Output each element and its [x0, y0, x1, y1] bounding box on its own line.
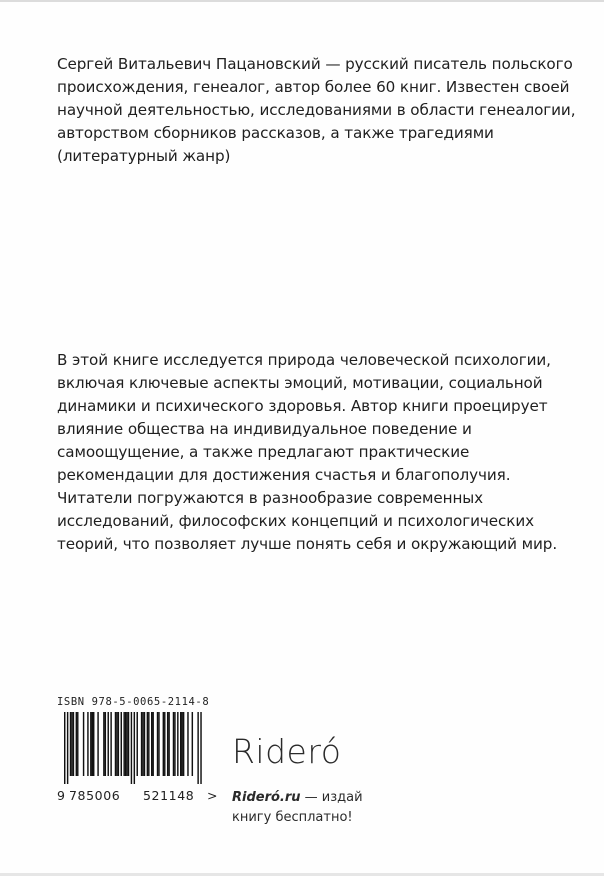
barcode-bar — [181, 712, 182, 776]
barcode-bar — [97, 712, 98, 776]
publisher-block — [232, 733, 363, 828]
barcode-bar — [168, 712, 169, 776]
barcode-bar — [90, 712, 91, 776]
barcode-arrow: > — [207, 788, 218, 803]
barcode-bar — [142, 712, 143, 776]
barcode-bar — [105, 712, 106, 776]
barcode-bar — [173, 712, 174, 776]
barcode-bar — [73, 712, 74, 776]
barcode-bar — [147, 712, 148, 776]
barcode-bar — [128, 712, 129, 776]
barcode-bar — [83, 712, 84, 776]
isbn-label: ISBN 978-5-0065-2114-8 — [57, 696, 210, 708]
barcode-bar — [116, 712, 117, 776]
barcode-bar — [137, 712, 138, 776]
barcode-bar — [77, 712, 78, 776]
barcode-bar — [131, 712, 132, 784]
book-description: В этой книге исследуется природа человеческой психологии, включая ключевые аспекты эмоций, мотивации, социальной динамики и психического здоровья. Автор книги проецирует влияние общества на индивидуальное поведение и самоощущение, а также предлагают практические рекомендации для достижения счастья и благополучия. Читатели погружаются в разнообразие современных исследований, философских концепций и психологических теорий, что позволяет лучше понять себя и окружающий мир. — [57, 351, 558, 553]
publisher-slogan — [232, 788, 363, 828]
barcode-digits-left: 785006 — [69, 788, 121, 803]
barcode-bar — [177, 712, 178, 776]
barcode-bar — [151, 712, 152, 776]
barcode-bars — [57, 712, 203, 786]
ridero-logo: Rideró — [232, 732, 342, 771]
barcode-bar — [118, 712, 119, 776]
barcode-bar — [103, 712, 104, 776]
barcode-bar — [180, 712, 181, 776]
barcode-bar — [110, 712, 111, 776]
barcode-bar — [200, 712, 201, 784]
top-edge — [0, 0, 604, 2]
barcode-bar — [141, 712, 142, 776]
barcode-bar — [197, 712, 198, 784]
barcode-bar — [70, 712, 71, 776]
barcode-digits-right: 521148 — [143, 788, 195, 803]
barcode-bar — [174, 712, 175, 776]
publisher-site: Rideró.ru — [232, 790, 301, 805]
barcode-bar — [125, 712, 126, 776]
barcode-digit-first: 9 — [57, 788, 65, 803]
barcode-bar — [164, 712, 165, 776]
barcode-bar — [192, 712, 193, 776]
barcode-bar — [152, 712, 153, 776]
barcode-bar — [76, 712, 77, 776]
barcode-bar — [64, 712, 65, 784]
slogan-line-2: книгу бесплатно! — [232, 810, 353, 825]
barcode-bar — [163, 712, 164, 776]
barcode-bar — [148, 712, 149, 776]
barcode-digits — [57, 788, 218, 804]
barcode-bar — [87, 712, 88, 776]
barcode-bar — [158, 712, 159, 776]
barcode-bar — [183, 712, 184, 776]
barcode-bar — [126, 712, 127, 776]
barcode-bar — [121, 712, 122, 776]
author-bio: Сергей Витальевич Пацановский — русский писатель польского происхождения, генеалог, автор более 60 книг. Известен своей научной деятельностью, исследованиями в области генеалогии, авторством сборников рассказов, а также трагедиями (литературный жанр) — [57, 55, 576, 165]
barcode-bar — [92, 712, 93, 776]
barcode-bar — [134, 712, 135, 784]
barcode-bar — [157, 712, 158, 776]
barcode-bar — [115, 712, 116, 776]
barcode-bar — [67, 712, 68, 784]
barcode-bar — [187, 712, 188, 776]
barcode-bar — [123, 712, 124, 776]
barcode-bar — [167, 712, 168, 776]
slogan-text: — издай — [300, 790, 363, 805]
barcode-bar — [144, 712, 145, 776]
barcode-bar — [71, 712, 72, 776]
barcode-bar — [108, 712, 109, 776]
barcode-bar — [93, 712, 94, 776]
isbn-barcode — [57, 696, 218, 804]
